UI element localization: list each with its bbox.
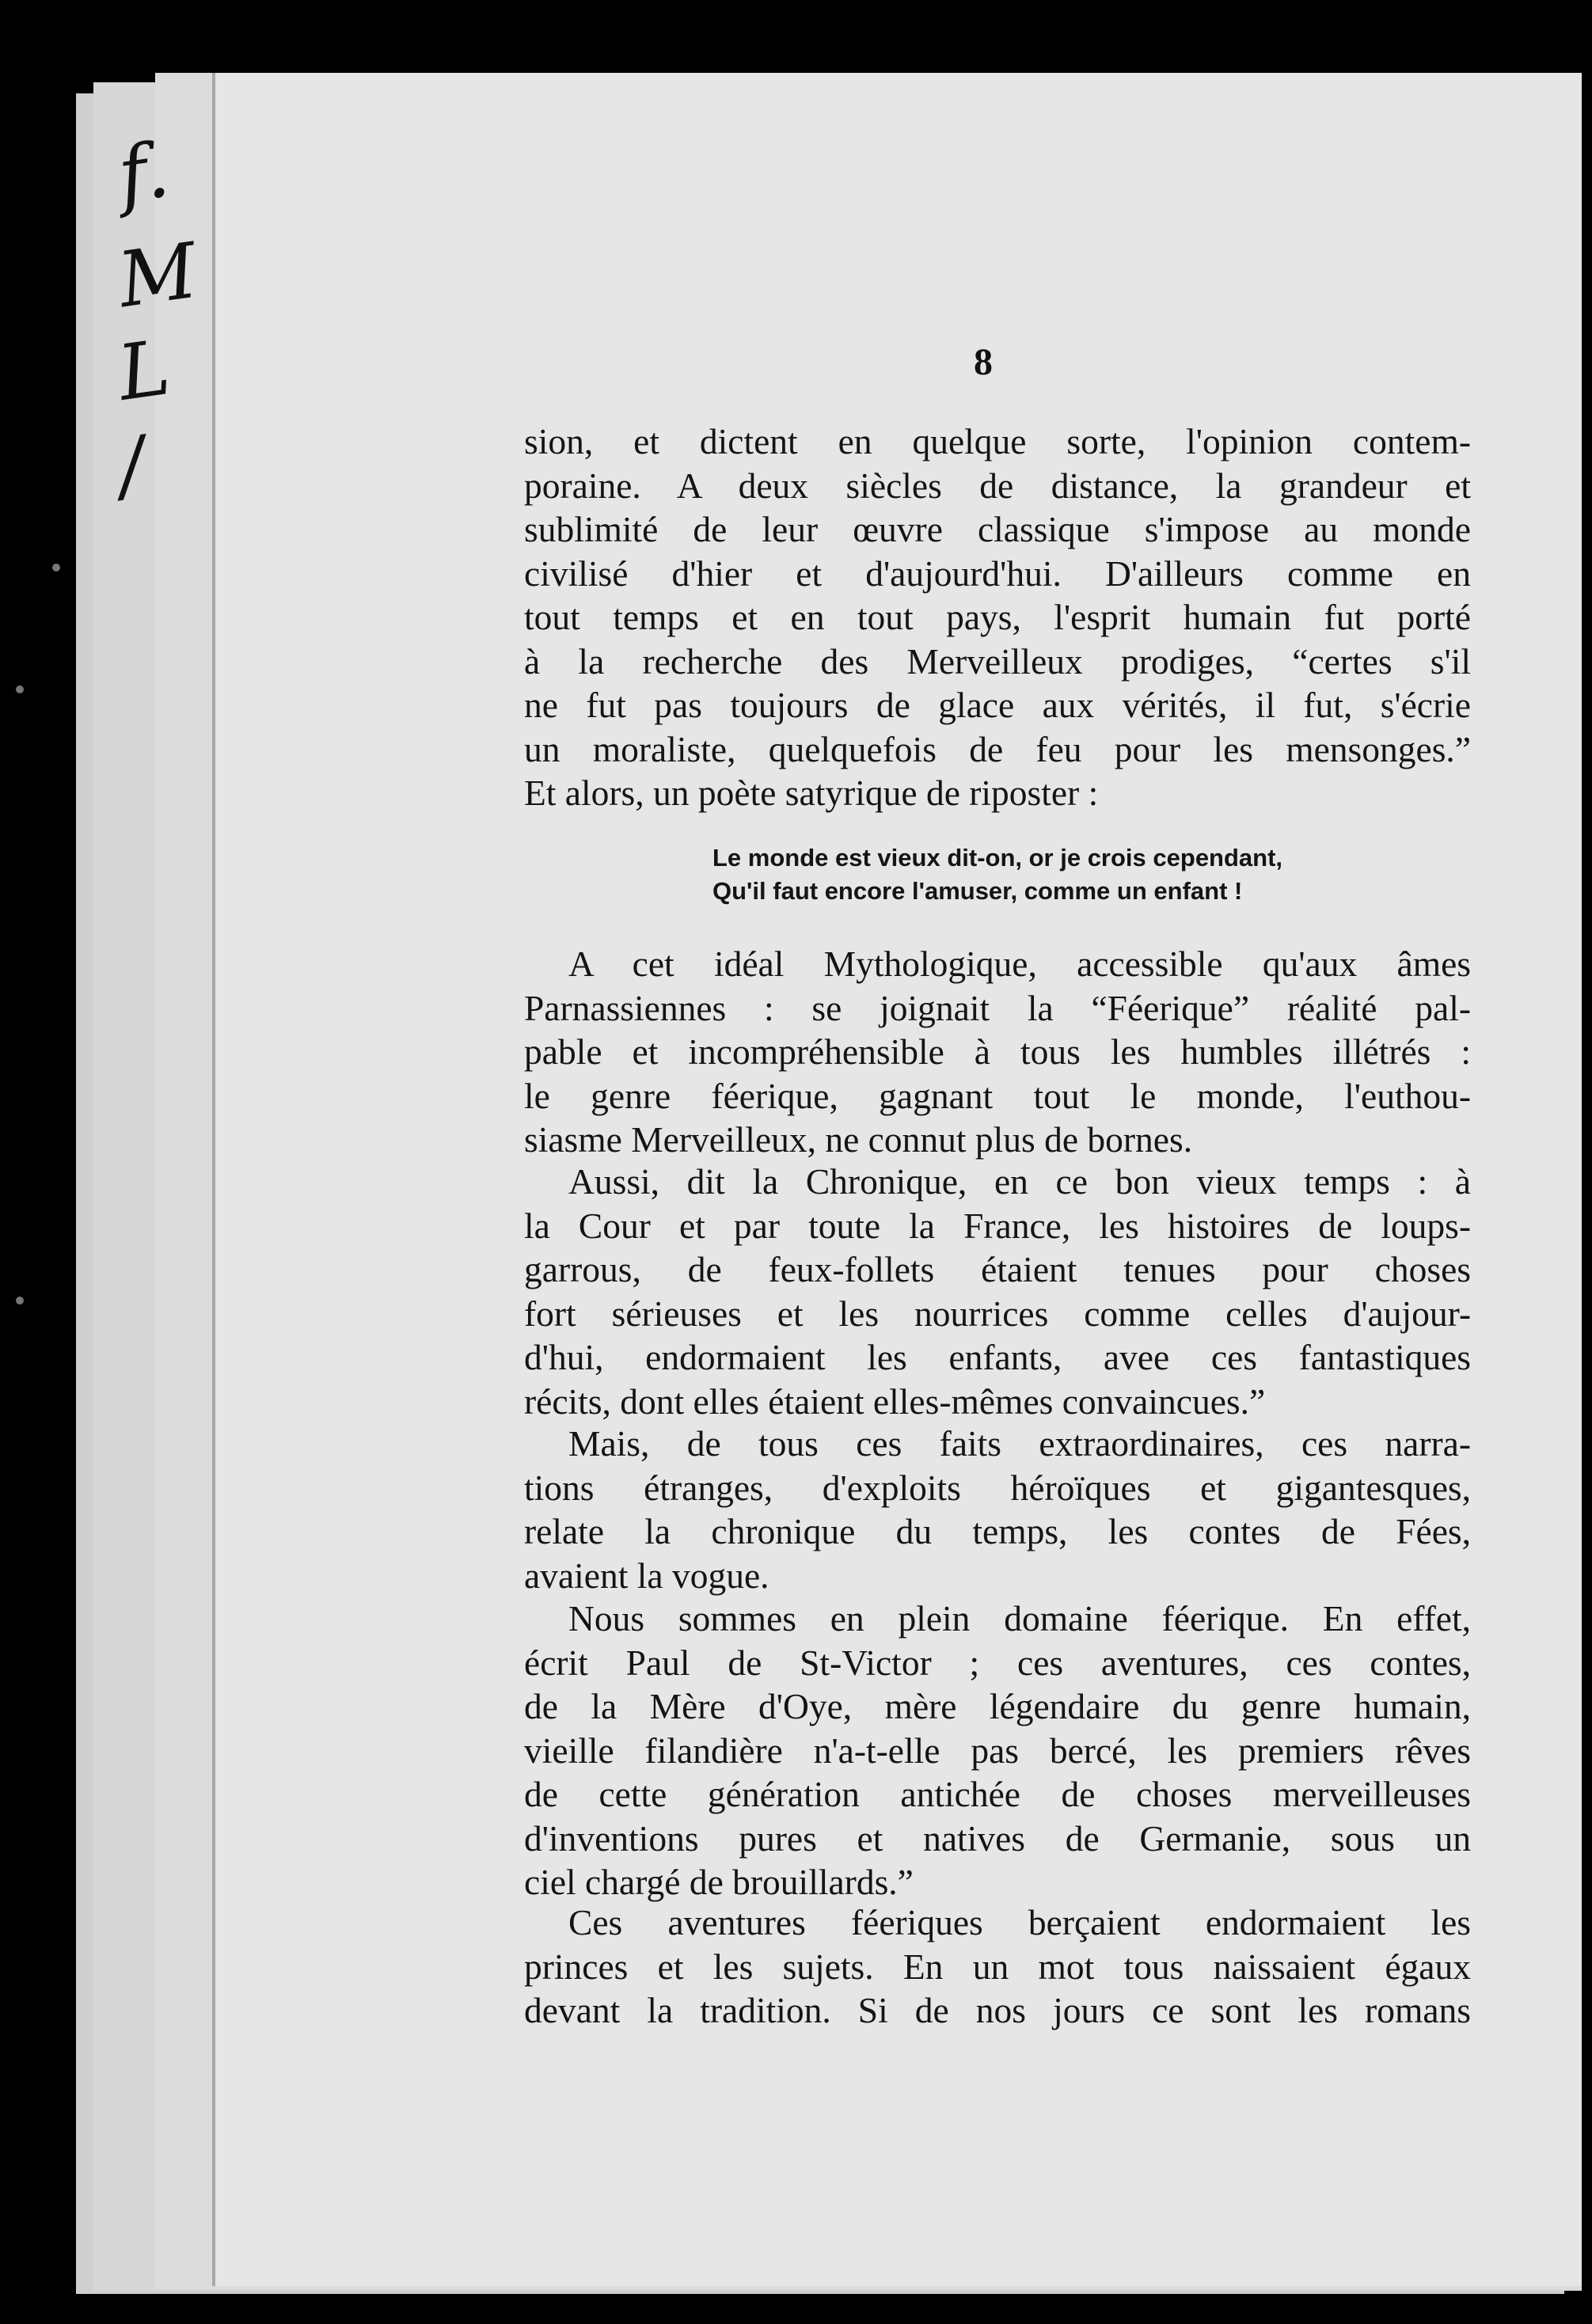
text-line: ne fut pas toujours de glace aux vérités, il fut, s'écrie (524, 685, 1471, 725)
speck-mark (16, 1297, 24, 1304)
paragraph-6 (524, 1901, 1471, 2033)
text-line: A cet idéal Mythologique, accessible qu'aux âmes (568, 944, 1471, 984)
speck-mark (52, 564, 60, 572)
text-line: princes et les sujets. En un mot tous naissaient égaux (524, 1946, 1471, 1987)
verse-line: Le monde est vieux dit-on, or je crois cependant, (712, 844, 1283, 872)
text-line: pable et incompréhensible à tous les humbles illétrés : (524, 1031, 1471, 1072)
paragraph-3 (524, 1160, 1471, 1423)
text-line: d'hui, endormaient les enfants, avee ces fantastiques (524, 1337, 1471, 1377)
text-line: le genre féerique, gagnant tout le monde, l'euthou- (524, 1075, 1471, 1116)
text-line: tions étranges, d'exploits héroïques et gigantesques, (524, 1467, 1471, 1508)
paragraph-5 (524, 1597, 1471, 1904)
text-line: sublimité de leur œuvre classique s'impose au monde (524, 509, 1471, 549)
text-line: écrit Paul de St-Victor ; ces aventures, ces contes, (524, 1642, 1471, 1683)
text-line: fort sérieuses et les nourrices comme celles d'aujour- (524, 1293, 1471, 1334)
text-line: devant la tradition. Si de nos jours ce sont les romans (524, 1990, 1471, 2030)
margin-handwriting-3: L (112, 323, 176, 418)
speck-mark (16, 685, 24, 693)
verse-quote (712, 841, 1409, 908)
text-line: d'inventions pures et natives de Germanie, sous un (524, 1817, 1471, 1859)
margin-handwriting-1: f. (112, 125, 175, 220)
text-line: siasme Merveilleux, ne connut plus de bornes. (524, 1119, 1193, 1160)
text-line: Aussi, dit la Chronique, en ce bon vieux temps : à (568, 1161, 1471, 1202)
text-line: à la recherche des Merveilleux prodiges, “certes s'il (524, 640, 1471, 682)
verse-line: Qu'il faut encore l'amuser, comme un enfant ! (712, 877, 1243, 905)
text-line: la Cour et par toute la France, les histoires de loups- (524, 1205, 1471, 1246)
text-line: de la Mère d'Oye, mère légendaire du genre humain, (524, 1686, 1471, 1726)
margin-handwriting-4: / (112, 420, 150, 511)
text-line: civilisé d'hier et d'aujourd'hui. D'ailleurs comme en (524, 553, 1471, 594)
text-line: Mais, de tous ces faits extraordinaires, ces narra- (568, 1423, 1471, 1464)
text-line: un moraliste, quelquefois de feu pour les mensonges.” (524, 728, 1471, 769)
text-line: poraine. A deux siècles de distance, la grandeur et (524, 465, 1471, 506)
text-line: Ces aventures féeriques berçaient endormaient les (568, 1902, 1471, 1942)
text-line: garrous, de feux-follets étaient tenues pour choses (524, 1249, 1471, 1289)
text-line: récits, dont elles étaient elles-mêmes convaincues.” (524, 1380, 1266, 1422)
text-line: sion, et dictent en quelque sorte, l'opinion contem- (524, 421, 1471, 461)
margin-handwriting-2: M (112, 226, 203, 325)
text-line: vieille filandière n'a-t-elle pas bercé, les premiers rêves (524, 1730, 1471, 1771)
text-line: Nous sommes en plein domaine féerique. En effet, (568, 1598, 1471, 1639)
text-line: tout temps et en tout pays, l'esprit humain fut porté (524, 597, 1471, 637)
text-line: avaient la vogue. (524, 1555, 769, 1596)
paragraph-1 (524, 420, 1471, 815)
text-line: relate la chronique du temps, les contes de Fées, (524, 1511, 1471, 1551)
text-line: ciel chargé de brouillards.” (524, 1862, 914, 1902)
page-number: 8 (974, 341, 993, 383)
text-line: de cette génération antichée de choses merveilleuses (524, 1774, 1471, 1814)
paragraph-2 (524, 942, 1471, 1162)
text-line: Parnassiennes : se joignait la “Féerique” réalité pal- (524, 987, 1471, 1028)
paragraph-4 (524, 1422, 1471, 1597)
text-line: Et alors, un poète satyrique de riposter : (524, 773, 1099, 813)
